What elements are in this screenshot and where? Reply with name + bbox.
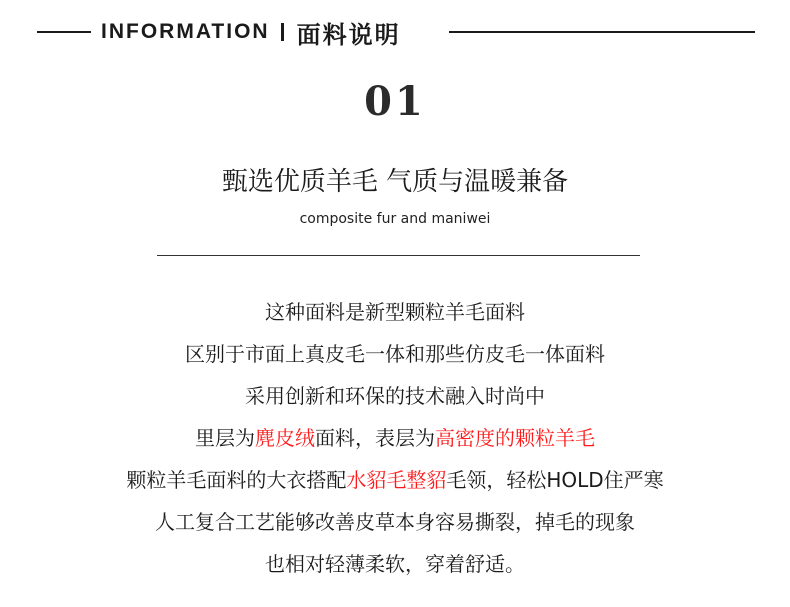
line-text: 采用创新和环保的技术融入时尚中: [245, 384, 545, 408]
description-line: [0, 333, 790, 375]
section-header: [101, 16, 401, 48]
line-text: 也相对轻薄柔软，穿着舒适。: [265, 552, 525, 576]
description-line: [0, 375, 790, 417]
description-body: [0, 291, 790, 585]
page-title: 甄选优质羊毛 气质与温暖兼备: [221, 167, 569, 197]
section-number: 01: [364, 78, 426, 125]
line-text: 里层为: [195, 426, 255, 450]
line-text: 面料，表层为: [315, 426, 435, 450]
line-text: 这种面料是新型颗粒羊毛面料: [265, 300, 525, 324]
title-divider: [157, 255, 640, 256]
header-rule-left: [37, 31, 91, 33]
description-line: [0, 459, 790, 501]
description-line: [0, 417, 790, 459]
line-text: 人工复合工艺能够改善皮草本身容易撕裂，掉毛的现象: [155, 510, 635, 534]
highlighted-text: 水貂毛整貂: [346, 468, 447, 492]
header-english: INFORMATION: [101, 20, 270, 43]
highlighted-text: 麂皮绒: [255, 426, 315, 450]
description-line: [0, 501, 790, 543]
description-line: [0, 543, 790, 585]
header-separator: [281, 23, 284, 41]
page-subtitle: composite fur and maniwei: [299, 211, 491, 227]
header-chinese: 面料说明: [296, 20, 401, 49]
line-text: 毛领，轻松HOLD住严寒: [446, 468, 664, 492]
highlighted-text: 高密度的颗粒羊毛: [435, 426, 595, 450]
line-text: 区别于市面上真皮毛一体和那些仿皮毛一体面料: [185, 342, 605, 366]
line-text: 颗粒羊毛面料的大衣搭配: [126, 468, 347, 492]
description-line: [0, 291, 790, 333]
header-rule-right: [449, 31, 755, 33]
